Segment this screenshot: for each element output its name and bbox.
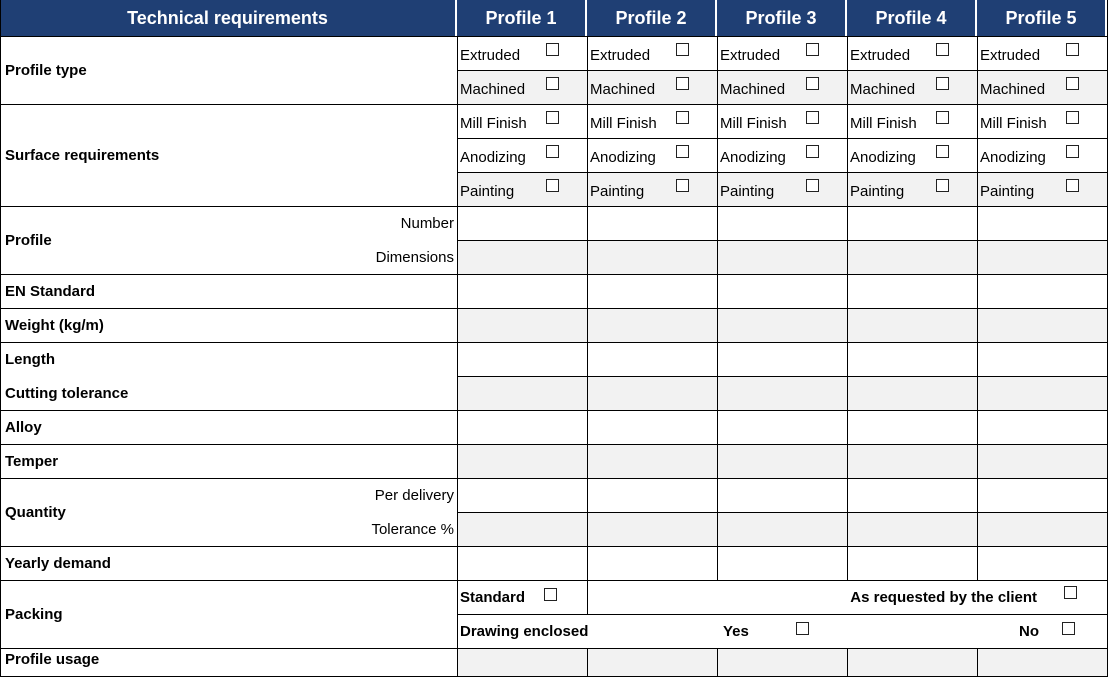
option-painting-profile-4: Painting [850, 182, 905, 200]
shaded-band [457, 308, 1107, 342]
checkbox-extruded-profile-5[interactable] [1066, 43, 1079, 56]
checkbox-painting-profile-5[interactable] [1066, 179, 1079, 192]
column-line [717, 36, 718, 580]
row-separator [457, 614, 1108, 615]
column-line [587, 36, 588, 580]
option-extruded-profile-4: Extruded [850, 46, 911, 64]
row-separator [0, 648, 1108, 649]
checkbox-mill-finish-profile-3[interactable] [806, 111, 819, 124]
option-machined-profile-2: Machined [590, 80, 656, 98]
checkbox-extruded-profile-4[interactable] [936, 43, 949, 56]
checkbox-mill-finish-profile-1[interactable] [546, 111, 559, 124]
checkbox-anodizing-profile-3[interactable] [806, 145, 819, 158]
row-separator [0, 342, 1108, 343]
drawing-yes-label: Yes [723, 622, 749, 640]
column-line [717, 648, 718, 676]
checkbox-extruded-profile-3[interactable] [806, 43, 819, 56]
option-painting-profile-3: Painting [720, 182, 775, 200]
row-label-packing: Packing [5, 605, 63, 623]
checkbox-mill-finish-profile-2[interactable] [676, 111, 689, 124]
row-separator [457, 138, 1108, 139]
header-bottom-line [0, 36, 1108, 37]
checkbox-machined-profile-5[interactable] [1066, 77, 1079, 90]
column-line [847, 648, 848, 676]
shaded-band [457, 376, 1107, 410]
row-separator [0, 206, 1108, 207]
checkbox-machined-profile-4[interactable] [936, 77, 949, 90]
checkbox-machined-profile-2[interactable] [676, 77, 689, 90]
column-line [587, 580, 588, 614]
checkbox-anodizing-profile-5[interactable] [1066, 145, 1079, 158]
header-technical-requirements: Technical requirements [0, 0, 457, 36]
option-mill-finish-profile-3: Mill Finish [720, 114, 787, 132]
header-profile-1: Profile 1 [457, 0, 587, 36]
shaded-band [457, 444, 1107, 478]
table-left-line [0, 0, 1, 677]
option-extruded-profile-5: Extruded [980, 46, 1041, 64]
row-separator [457, 512, 1108, 513]
checkbox-mill-finish-profile-4[interactable] [936, 111, 949, 124]
checkbox-anodizing-profile-2[interactable] [676, 145, 689, 158]
option-extruded-profile-3: Extruded [720, 46, 781, 64]
column-line [847, 36, 848, 580]
sub-label-per-delivery: Per delivery [374, 486, 454, 504]
checkbox-painting-profile-2[interactable] [676, 179, 689, 192]
row-label-surface: Surface requirements [5, 146, 160, 164]
option-machined-profile-1: Machined [460, 80, 526, 98]
row-label-quantity: Quantity [5, 503, 66, 521]
checkbox-painting-profile-1[interactable] [546, 179, 559, 192]
shaded-band [457, 648, 1107, 676]
checkbox-drawing-no[interactable] [1062, 622, 1075, 635]
column-line [977, 36, 978, 580]
header-profile-4: Profile 4 [847, 0, 977, 36]
option-machined-profile-5: Machined [980, 80, 1046, 98]
option-painting-profile-2: Painting [590, 182, 645, 200]
row-separator [457, 240, 1108, 241]
row-separator [0, 546, 1108, 547]
row-label-alloy: Alloy [5, 418, 42, 436]
checkbox-painting-profile-4[interactable] [936, 179, 949, 192]
header-profile-5: Profile 5 [977, 0, 1107, 36]
shaded-band [457, 512, 1107, 546]
option-mill-finish-profile-5: Mill Finish [980, 114, 1047, 132]
option-mill-finish-profile-2: Mill Finish [590, 114, 657, 132]
row-separator [0, 274, 1108, 275]
header-profile-2: Profile 2 [587, 0, 717, 36]
shaded-band [457, 240, 1107, 274]
header-profile-3: Profile 3 [717, 0, 847, 36]
column-line [587, 648, 588, 676]
option-machined-profile-3: Machined [720, 80, 786, 98]
sub-label-dimensions: Dimensions [375, 248, 454, 266]
checkbox-anodizing-profile-1[interactable] [546, 145, 559, 158]
column-line [977, 648, 978, 676]
option-extruded-profile-1: Extruded [460, 46, 521, 64]
checkbox-packing-standard[interactable] [544, 588, 557, 601]
row-separator [0, 580, 1108, 581]
sub-label-tolerance: Tolerance % [371, 520, 454, 538]
row-separator [457, 376, 1108, 377]
table-bottom-line [0, 676, 1108, 677]
row-label-weight: Weight (kg/m) [5, 316, 104, 334]
drawing-enclosed-label: Drawing enclosed [460, 622, 589, 640]
row-label-profile-type: Profile type [5, 61, 87, 79]
packing-standard-label: Standard [460, 588, 526, 606]
checkbox-packing-as-requested[interactable] [1064, 586, 1077, 599]
option-painting-profile-1: Painting [460, 182, 515, 200]
checkbox-anodizing-profile-4[interactable] [936, 145, 949, 158]
drawing-no-label: No [1019, 622, 1039, 640]
row-label-cutting-tolerance: Cutting tolerance [5, 384, 129, 402]
option-anodizing-profile-5: Anodizing [980, 148, 1046, 166]
option-mill-finish-profile-1: Mill Finish [460, 114, 527, 132]
checkbox-mill-finish-profile-5[interactable] [1066, 111, 1079, 124]
option-extruded-profile-2: Extruded [590, 46, 651, 64]
row-label-profile-usage: Profile usage [5, 651, 100, 668]
checkbox-extruded-profile-1[interactable] [546, 43, 559, 56]
option-anodizing-profile-1: Anodizing [460, 148, 526, 166]
checkbox-machined-profile-1[interactable] [546, 77, 559, 90]
option-painting-profile-5: Painting [980, 182, 1035, 200]
row-separator [0, 478, 1108, 479]
row-label-length: Length [5, 350, 55, 368]
table-right-line [1107, 0, 1108, 677]
row-separator [0, 308, 1108, 309]
checkbox-drawing-yes[interactable] [796, 622, 809, 635]
row-separator [457, 70, 1108, 71]
column-line [457, 36, 458, 677]
row-separator [0, 104, 1108, 105]
packing-as-requested-label: As requested by the client [850, 588, 1037, 606]
row-separator [0, 444, 1108, 445]
option-machined-profile-4: Machined [850, 80, 916, 98]
sub-label-number: Number [400, 214, 454, 232]
row-label-en-standard: EN Standard [5, 282, 96, 300]
option-mill-finish-profile-4: Mill Finish [850, 114, 917, 132]
option-anodizing-profile-3: Anodizing [720, 148, 786, 166]
row-separator [0, 410, 1108, 411]
row-label-yearly-demand: Yearly demand [5, 554, 111, 572]
checkbox-painting-profile-3[interactable] [806, 179, 819, 192]
row-label-temper: Temper [5, 452, 59, 470]
checkbox-machined-profile-3[interactable] [806, 77, 819, 90]
option-anodizing-profile-4: Anodizing [850, 148, 916, 166]
row-separator [457, 172, 1108, 173]
row-label-profile: Profile [5, 231, 52, 249]
checkbox-extruded-profile-2[interactable] [676, 43, 689, 56]
option-anodizing-profile-2: Anodizing [590, 148, 656, 166]
